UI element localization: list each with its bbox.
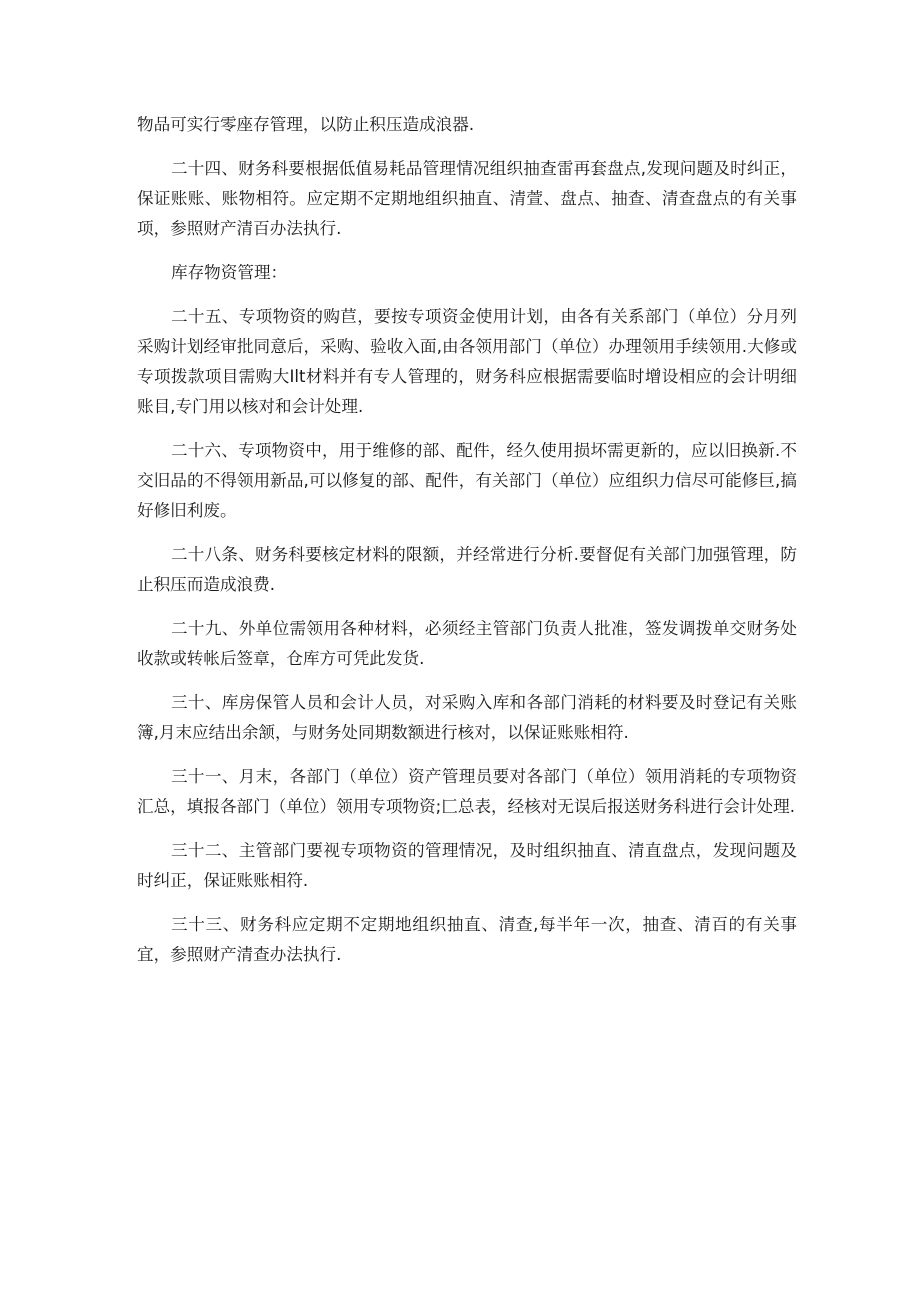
paragraph-article-31: 三十一、月末，各部门（单位）资产管理员要对各部门（单位）领用消耗的专项物资汇总，填报各部门（单位）领用专项物资;匚总表，经核对无误后报送财务科进行会计处理. (137, 767, 797, 816)
section-heading-inventory: 库存物资管理： (171, 263, 288, 282)
paragraph-article-33: 三十三、财务科应定期不定期地组织抽直、清查,每半年一次，抽查、清百的有关事宜，参照财产清查办法执行. (137, 915, 797, 964)
paragraph-article-32: 三十二、主管部门要视专项物资的管理情况，及时组织抽直、清直盘点，发现问题及时纠正，保证账账相符. (137, 841, 797, 890)
paragraph-article-29: 二十九、外单位需领用各种材料，必须经主管部门负责人批准，签发调拨单交财务处收款或转帐后签章，仓库方可凭此发货. (137, 619, 797, 668)
paragraph-article-28: 二十八条、财务科要核定材料的限额，并经常进行分析.要督促有关部门加强管理，防止积压而造成浪费. (137, 545, 797, 594)
paragraph-article-24: 二十四、财务科要根据低值易耗品管理情况组织抽查雷再套盘点,发现问题及时纠正，保证账账、账物相符。应定期不定期地组织抽直、清萱、盘点、抽查、清查盘点的有关事项，参照财产清百办法执行. (137, 159, 797, 238)
paragraph-continuation: 物品可实行零座存管理，以防止积压造成浪器. (137, 115, 475, 134)
document-body (137, 110, 797, 984)
paragraph-article-25: 二十五、专项物资的购苣，要按专项资金使用计划，由各有关系部门（单位）分月列采购计划经审批同意后，采购、验收入面,由各领用部门（单位）办理领用手续领用.大修或专项拨款项目需购大Ilt材料并有专人管理的，财务科应根据需要临时增设相应的会计明细账目,专门用以核对和会计处理. (137, 307, 797, 416)
paragraph-article-26: 二十六、专项物资中，用于维修的部、配件，经久使用损坏需更新的，应以旧换新.不交旧品的不得领用新品,可以修复的部、配件，有关部门（单位）应组织力信尽可能修巨,搞好修旧利废。 (137, 441, 797, 520)
paragraph-article-30: 三十、库房保管人员和会计人员，对采购入库和各部门消耗的材料要及时登记有关账簿,月末应结出余颔，与财务处同期数额进行核对，以保证账账相符. (137, 693, 797, 742)
